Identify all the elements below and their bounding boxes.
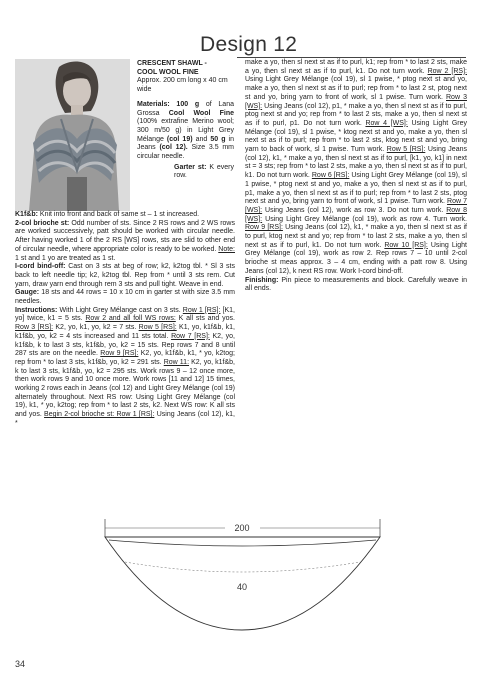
garter-stitch (137, 164, 234, 181)
instructions-text: Using Jeans (col 12), k1, * make a yo, then sl next st as if to purl, ktog next st and yo; rep from * to last 2 sts, make a yo, then sl next st as if to purl, k1. Do not turn work. (245, 224, 467, 249)
row-label: Row 1 [RS]: (182, 306, 221, 314)
materials-yarn: Cool Wool Fine (168, 109, 234, 117)
instructions-text: Using Light Grey Mélange (col 19), work as row 4. Turn work. (265, 215, 467, 223)
materials-col19: (col 19) (166, 135, 193, 143)
page-number: 34 (15, 659, 26, 669)
instructions-text: Using Jeans (col 12), work as row 3. Do not turn work. (265, 206, 444, 214)
instructions-text: Using Light Grey Mélange (col 19), sl 1 pwise, * ptog next st and yo, make a yo, then sl next st as if to purl, p1, make a yo, then sl next st as if to purl; rep from * to last 2 sts, ptog next st and yo, bring yarn to front of work, sl 1 pwise. Turn work. (245, 172, 467, 206)
row-label: Row 3 [RS]: (15, 324, 54, 332)
row-label: Row 2 and all foll WS rows: (85, 315, 176, 323)
row-label: Row 5 [RS]: (138, 324, 177, 332)
instructions-label: Instructions: (15, 306, 58, 314)
row-label: Row 11: (163, 358, 190, 366)
instructions-text: K2, yo, k1f&b, k to last 3 sts, k1f&b, yo, k2 = 15 sts. Rep rows 7 and 8 until 287 sts are on the needle. (15, 332, 235, 358)
row-label: Row 9 [RS]: (245, 224, 283, 232)
pattern-name-2: COOL WOOL FINE (137, 68, 199, 76)
instructions-text: make a yo, then sl next st as if to purl, k1; rep from * to last 2 sts, make a yo, then sl next st as if to purl, k1. Do not turn work. (245, 59, 467, 75)
materials-text-2: (100% extrafine Merino wool; 300 m/50 g) in Light Grey Mélange (137, 118, 234, 143)
shawl-inner-edge (109, 540, 376, 546)
instructions-text: K1, yo, k1f&b, k1, k1f&b, yo, k2 = 4 sts increased and 11 sts total. (15, 324, 235, 340)
gauge-text: 18 sts and 44 rows = 10 x 10 cm in garter st with size 3.5 mm needles. (15, 289, 235, 306)
row-label: Row 2 [RS]: (427, 67, 467, 75)
row-label: Row 7 [WS]: (245, 198, 468, 214)
width-label: 200 (234, 523, 250, 533)
row-label: Row 10 [RS]: (384, 241, 428, 249)
right-column (245, 59, 467, 294)
page-title: Design 12 (200, 33, 298, 56)
row-label: Begin 2-col brioche st: Row 1 [RS]: (44, 411, 155, 419)
k1fb-text: Knit into front and back of same st – 1 st increased. (39, 211, 200, 218)
icord-text: Cast on 3 sts at beg of row; k2, k2tog tbl. * Sl 3 sts back to left needle tip; k2, k2tog tbl. Rep from * until 3 sts rem. Cut yarn, draw yarn end through rem 3 sts and pull tight. Weave in end. (15, 263, 235, 288)
shawl-dashed-curve (125, 562, 360, 572)
size-text: Approx. 200 cm long x 40 cm wide (137, 77, 228, 94)
materials-needle: Size 3.5 mm circular needle. (137, 144, 235, 161)
row-label: Row 3 [WS]: (245, 93, 467, 110)
model-photo (15, 59, 130, 211)
finishing-label: Finishing: (245, 276, 279, 284)
finishing-text: Pin piece to measurements and block. Carefully weave in all ends. (245, 276, 467, 293)
row-label: Row 4 [WS]: (365, 119, 408, 127)
instructions-text: K2, yo, k1f&b, k1, * yo, k2tog; rep from * to last 3 sts, k1f&b, yo, k2 = 291 sts. (15, 350, 235, 366)
instructions-paragraph (15, 307, 235, 429)
materials-col12: (col 12). (159, 144, 188, 152)
shawl-schematic (95, 512, 395, 642)
brioche-note-text: 1 st and 1 yo are treated as 1 st. (15, 254, 116, 262)
brioche-label: 2-col brioche st: (15, 219, 70, 227)
garter-label: Garter st: (174, 163, 207, 171)
instructions-text: Using Jeans (col 12), p1, * make a yo, then sl next st as if to purl, ptog next st and yo; rep from * to last 2 sts, make a yo, then sl next st as if to purl, p1. Do not turn work. (245, 102, 467, 127)
instructions-text: K all sts and yos. (178, 315, 235, 323)
pattern-name-1: CRESCENT SHAWL - (137, 60, 207, 67)
brioche-rows-paragraph (245, 59, 467, 277)
model-illustration (15, 59, 130, 211)
title-underline (237, 57, 466, 58)
gauge-label: Gauge: (15, 289, 40, 297)
garter-text: K every row. (174, 163, 235, 180)
row-label: Row 6 [RS]: (311, 172, 350, 180)
icord-paragraph (15, 263, 235, 289)
instructions-text: Using Light Grey Mélange (col 19), sl 1 pwise, * ktog next st and yo, make a yo, then sl next st as if to purl; rep from * to last 2 sts, ktog next st and yo, bring yarn to back of work, sl 1 pwise. Turn work. (245, 119, 467, 154)
instructions-text: K2, yo, k1, yo, k2 = 7 sts. (55, 324, 137, 332)
brioche-paragraph (15, 220, 235, 264)
materials-and: and (195, 135, 208, 143)
materials-amount-2: 50 g (210, 135, 226, 143)
instructions-text: Using Light Grey Mélange (col 19), work as row 2. Rep rows 7 – 10 until 2-col brioche st meas approx. 3 – 4 cm, ending with a patt row 8. Using Jeans (col 12), k next RS row. Work I-cord bind-off. (245, 241, 467, 275)
icord-label: I-cord bind-off: (15, 263, 66, 271)
intro-column (137, 60, 234, 181)
instructions-text: Using Light Grey Mélange (col 19), sl 1 pwise, * ptog next st and yo, make a yo, then sl next st as if to purl; rep from * to last 2 st, ptog next st and yo, bring yarn to front of work, sl 1 pwise. Turn work. (245, 76, 467, 101)
materials-label: Materials: (137, 100, 170, 108)
instructions-text: Using Jeans (col 12), k1, * (15, 411, 235, 427)
instructions-text: Using Jeans (col 12), k1, * make a yo, then sl next st as if to purl, [k1, yo, k1] in next st = 3 sts; rep from * to last 2 sts, make a yo, then sl next st as if to purl, k1. Do not turn work. (245, 146, 467, 180)
materials-in-jeans: in Jeans (137, 135, 234, 152)
k1fb-paragraph (15, 211, 235, 220)
materials-paragraph (137, 101, 234, 162)
left-column (15, 211, 235, 429)
brioche-text: Odd number of sts. Since 2 RS rows and 2 WS rows are worked successively, patt should be worked with circular needle. After having worked 1 of the 2 RS [WS] rows, sts are slid to other end of circular needle, where appropriate color is ready to be worked. (15, 219, 235, 253)
instructions-text: With Light Grey Mélange cast on 3 sts. (59, 306, 181, 314)
instructions-text: [K1, yo] twice, k1 = 5 sts. (15, 306, 235, 323)
row-label: Row 8 [WS]: (245, 206, 468, 223)
instructions-text: K2, yo, k1f&b, k to last 3 sts, k1f&b, yo, k2 = 295 sts. Work rows 9 – 12 once more, then work rows 9 and 10 once more. Work rows [11 and 12] 15 times, working 2 rows each in Jeans (col 12) and Light Grey Mélange (col 19) alternately throughout. Next RS row: Using Light Grey Mélange (col 19), k1, * yo, k2tog; rep from * to last 2 sts, k2. Next WS row: K all sts and yos. (15, 358, 235, 419)
gauge-paragraph (15, 289, 235, 306)
materials-amount-1: 100 g (176, 100, 200, 108)
materials-text-1: of Lana Grossa (137, 100, 234, 117)
k1fb-label: K1f&b: (15, 211, 38, 218)
depth-label: 40 (236, 582, 248, 592)
row-label: Row 5 [RS]: (386, 146, 426, 154)
brioche-note-label: Note: (218, 245, 235, 253)
row-label: Row 7 [RS]: (171, 332, 210, 340)
finishing-paragraph (245, 277, 467, 294)
row-label: Row 9 [RS]: (100, 350, 139, 358)
